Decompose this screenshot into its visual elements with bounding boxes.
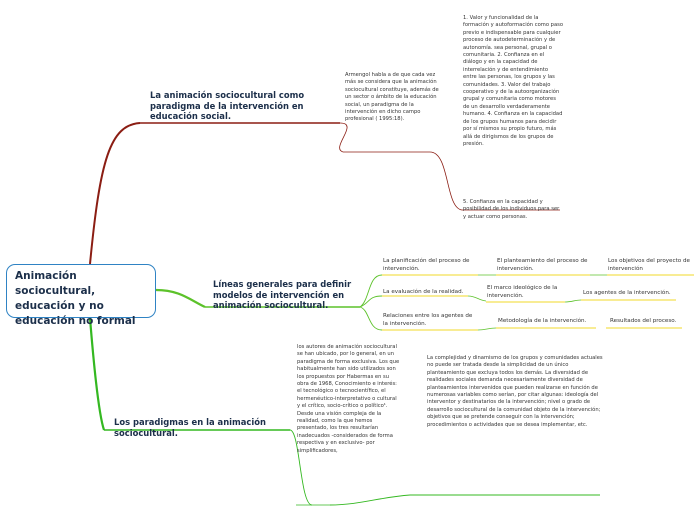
values-list [463, 15, 563, 148]
leaf-objetivos[interactable] [608, 258, 696, 273]
branch-paradigmas[interactable] [114, 417, 289, 438]
leaf-label: Relaciones entre los agentes de la intervención. [383, 313, 473, 327]
link-root-b3 [90, 318, 104, 430]
link-root-b1 [90, 123, 140, 264]
leaf-metodologia[interactable] [498, 318, 598, 326]
leaf-relaciones[interactable] [383, 313, 475, 328]
link-b1-list [430, 152, 462, 210]
leaf-agentes[interactable] [583, 290, 678, 298]
leaf-label: La planificación del proceso de intervención. [383, 258, 470, 272]
paradigmas-text-b-body: La complejidad y dinamismo de los grupos y comunidades actuales no puede ser tratada desde la simplicidad de un único planteamiento que excluya todos los demás. La diversidad de realidades sociales demanda necesariamente diversidad de planteamientos intervenidos que pueden realizarse en función de numerosas variables como serían, por citar algunas: ideología del interventor y destinatarios de la intervención; nivel o grado de desarrollo sociocultural de la comunidad objeto de la intervención; objetivos que se pretende conseguir con la intervención; procedimientos o actividades que se desea implementar, etc. [427, 355, 603, 428]
link-root-b2 [156, 290, 205, 307]
paradigmas-text-a [297, 344, 401, 455]
leaf-resultados[interactable] [610, 318, 690, 326]
branch-lineas-generales[interactable] [213, 279, 363, 311]
armengol-note [345, 72, 445, 124]
armengol-note-text: Armengol habla a de que cada vez más se considera que la animación sociocultural constituye, además de un sector o ámbito de la educación social, un paradigma de la intervención en dicho campo profesional ( 1995:18). [345, 72, 439, 123]
leaf-label: Resultados del proceso. [610, 318, 677, 324]
leaf-label: La evaluación de la realidad. [383, 289, 464, 295]
leaf-label: El marco ideológico de la intervención. [487, 285, 558, 299]
values-list-text: 1. Valor y funcionalidad de la formación y autoformación como paso previo e indispensable para cualquier proceso de autodeterminación y de autonomía. sea personal, grupal o comunitaria. 2. Confianza en el diálogo y en la capacidad de interrelación y de entendimiento entre las personas, los grupos y las comunidades. 3. Valor del trabajo cooperativo y de la autoorganización grupal y comunitaria como motores de un desarrollo verdaderamente humano. 4. Confianza en la capacidad de los grupos humanos para decidir por sí mismos su propio futuro, más allá de dirigismos de los grupos de presión. [463, 15, 563, 147]
link-b1-note [340, 123, 347, 152]
branch-animacion-paradigma[interactable] [150, 90, 340, 122]
branch-title: Los paradigmas en la animación sociocultural. [114, 417, 266, 438]
values-list-last-text: 5. Confianza en la capacidad y posibilidad de los individuos para ser y actuar como personas. [463, 199, 560, 220]
leaf-planteamiento[interactable] [497, 258, 589, 273]
paradigmas-text-b [427, 355, 605, 429]
leaf-label: El planteamiento del proceso de intervención. [497, 258, 588, 272]
leaf-planificacion[interactable] [383, 258, 473, 273]
root-node[interactable] [6, 264, 156, 327]
leaf-label: Los objetivos del proyecto de intervención [608, 258, 690, 272]
leaf-marco-ideologico[interactable] [487, 285, 567, 300]
leaf-label: Metodología de la intervención. [498, 318, 587, 324]
branch-title: La animación sociocultural como paradigma de la intervención en educación social. [150, 90, 305, 121]
leaf-label: Los agentes de la intervención. [583, 290, 671, 296]
branch-title: Líneas generales para definir modelos de intervención en animación sociocultural. [213, 279, 352, 310]
paradigmas-text-a-body: los autores de animación sociocultural se han ubicado, por lo general, en un paradigma de forma exclusiva. Los que habitualmente han sido utilizados son los propuestos por Habermas en su obra de 1968, Conocimiento e interés: el tecnológico o tecnocientífico, el hermenéutico-interpretativo o cultural y el crítico, socio-crítico o político¹. Desde una visión compleja de la realidad, como la que hemos presentado, los tres resultarían inadecuados -considerados de forma respectiva y en exclusivo- por simplificadores, [297, 344, 400, 454]
root-title: Animación sociocultural, educación y no educación no formal [15, 270, 136, 327]
values-list-last [463, 199, 563, 221]
leaf-evaluacion[interactable] [383, 289, 473, 297]
